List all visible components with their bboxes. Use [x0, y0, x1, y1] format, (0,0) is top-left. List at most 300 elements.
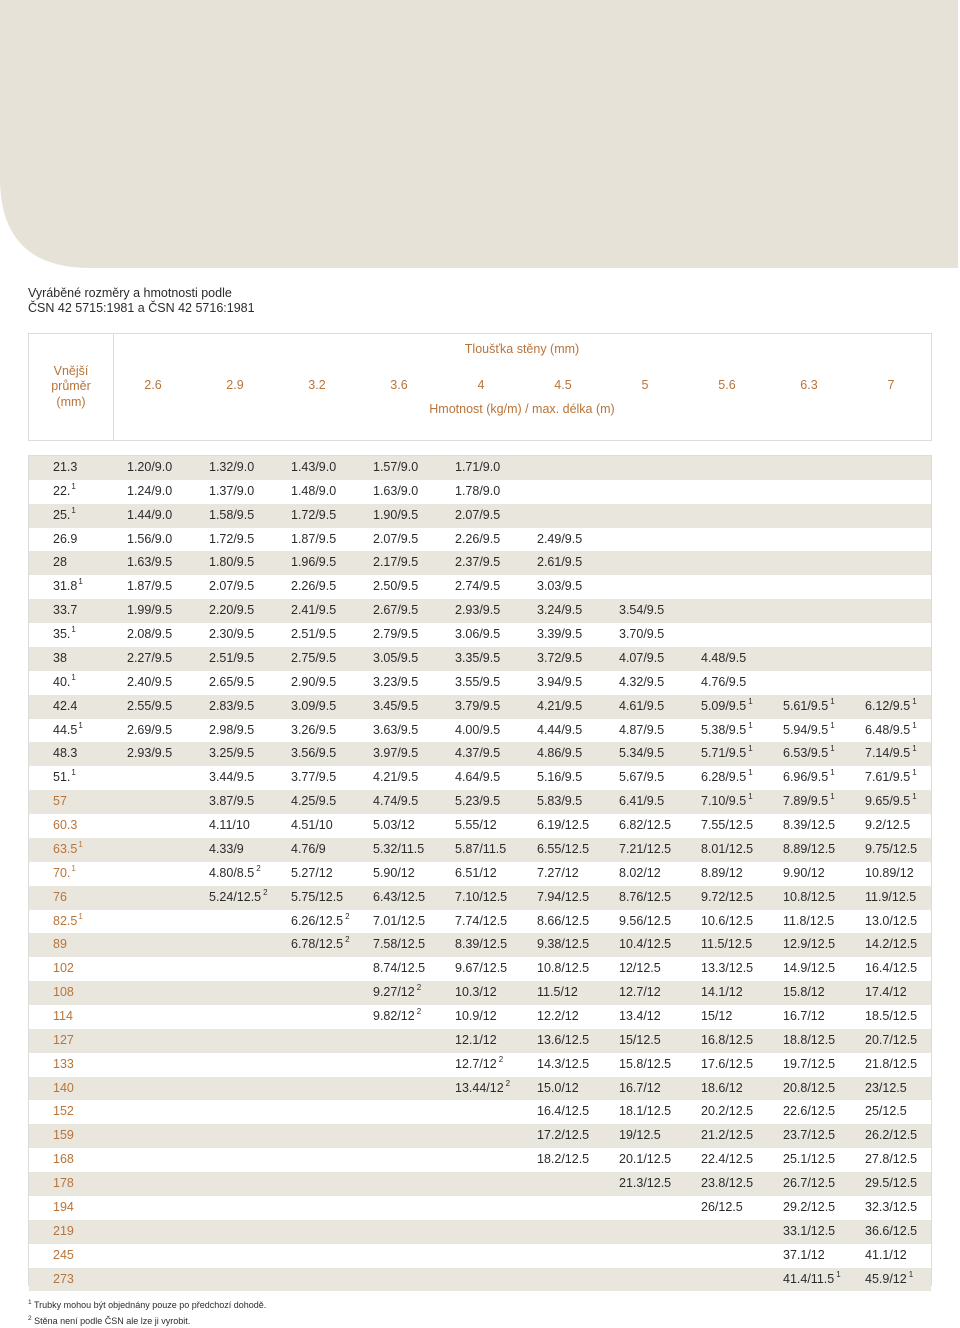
table-row — [29, 766, 931, 790]
weight-length-cell — [537, 886, 589, 910]
weight-length-cell — [127, 480, 172, 504]
weight-length-value: 5.23/9.5 — [455, 794, 501, 809]
footnote-mark: 1 — [830, 720, 835, 730]
weight-length-cell — [127, 551, 172, 575]
diameter-label-3: (mm) — [56, 394, 86, 409]
outer-diameter-value: 26.9 — [53, 531, 78, 546]
weight-length-cell — [783, 1220, 835, 1244]
outer-diameter-cell — [53, 599, 123, 623]
weight-length-value: 17.2/12.5 — [537, 1128, 590, 1143]
weight-length-cell — [291, 551, 336, 575]
weight-length-value: 2.20/9.5 — [209, 603, 255, 618]
outer-diameter-cell — [53, 1053, 123, 1077]
weight-length-cell — [537, 1029, 589, 1053]
weight-length-cell — [619, 599, 664, 623]
weight-length-cell — [291, 766, 336, 790]
weight-length-cell — [783, 1029, 835, 1053]
weight-length-cell — [701, 671, 746, 695]
outer-diameter-value: 42.4 — [53, 698, 78, 713]
table-row — [29, 838, 931, 862]
weight-length-value: 3.72/9.5 — [537, 650, 583, 665]
weight-length-cell — [455, 766, 500, 790]
outer-diameter-value: 178 — [53, 1176, 74, 1191]
weight-length-cell — [783, 719, 835, 743]
weight-length-cell — [209, 480, 254, 504]
weight-length-value: 3.24/9.5 — [537, 603, 583, 618]
weight-length-value: 12.7/12 — [455, 1056, 497, 1071]
weight-length-cell — [619, 790, 664, 814]
weight-length-cell — [783, 1244, 825, 1268]
weight-length-value: 12.7/12 — [619, 985, 661, 1000]
weight-length-value: 14.9/12.5 — [783, 961, 836, 976]
weight-length-cell — [373, 504, 418, 528]
weight-length-cell — [619, 1172, 671, 1196]
weight-length-value: 4.11/10 — [209, 818, 250, 833]
weight-length-cell — [291, 695, 336, 719]
weight-length-cell — [537, 551, 582, 575]
weight-length-value: 9.56/12.5 — [619, 913, 672, 928]
weight-length-value: 2.50/9.5 — [373, 579, 419, 594]
weight-length-value: 5.61/9.5 — [783, 698, 829, 713]
outer-diameter-value: 51. — [53, 770, 71, 785]
table-row — [29, 1220, 931, 1244]
weight-length-cell — [373, 910, 425, 934]
weight-length-cell — [291, 862, 333, 886]
weight-length-value: 29.5/12.5 — [865, 1176, 918, 1191]
weight-length-value: 2.61/9.5 — [537, 555, 583, 570]
footnote-2-mark: 2 — [28, 1315, 32, 1322]
table-row — [29, 790, 931, 814]
outer-diameter-cell — [53, 838, 123, 862]
weight-length-cell — [209, 886, 268, 910]
weight-length-cell — [619, 695, 664, 719]
weight-length-value: 5.67/9.5 — [619, 770, 665, 785]
weight-length-value: 2.93/9.5 — [127, 746, 173, 761]
footnote-mark: 1 — [78, 839, 83, 849]
weight-length-value: 10.4/12.5 — [619, 937, 672, 952]
weight-length-cell — [291, 456, 336, 480]
weight-length-value: 1.87/9.5 — [291, 531, 337, 546]
footnote-mark: 2 — [345, 911, 350, 921]
weight-length-value: 6.78/12.5 — [291, 937, 344, 952]
weight-length-value: 4.48/9.5 — [701, 650, 747, 665]
weight-length-value: 7.14/9.5 — [865, 746, 911, 761]
table-row — [29, 1077, 931, 1101]
weight-length-value: 9.82/12 — [373, 1009, 415, 1023]
outer-diameter-cell — [53, 719, 123, 743]
weight-length-cell — [701, 1172, 753, 1196]
weight-length-cell — [537, 1100, 589, 1124]
table-row — [29, 504, 931, 528]
weight-length-cell — [373, 814, 415, 838]
weight-length-cell — [783, 862, 825, 886]
outer-diameter-value: 133 — [53, 1056, 74, 1071]
weight-length-cell — [373, 1005, 421, 1029]
footnote-mark: 1 — [912, 744, 917, 754]
table-row — [29, 862, 931, 886]
outer-diameter-value: 127 — [53, 1032, 74, 1047]
footnote-mark: 2 — [263, 887, 268, 897]
weight-length-cell — [865, 719, 917, 743]
weight-length-cell — [373, 719, 418, 743]
weight-length-value: 10.8/12.5 — [537, 961, 590, 976]
weight-length-cell — [291, 886, 343, 910]
outer-diameter-value: 152 — [53, 1104, 74, 1119]
weight-length-cell — [127, 456, 172, 480]
weight-length-cell — [209, 575, 254, 599]
footnote-mark: 2 — [416, 1007, 422, 1016]
weight-length-value: 6.48/9.5 — [865, 722, 911, 737]
table-row — [29, 719, 931, 743]
weight-length-value: 3.39/9.5 — [537, 627, 583, 642]
outer-diameter-value: 25. — [53, 507, 71, 522]
thickness-col-10: 7 — [887, 378, 895, 392]
outer-diameter-value: 159 — [53, 1128, 74, 1143]
weight-length-cell — [455, 1029, 497, 1053]
weight-length-cell — [701, 910, 753, 934]
weight-length-value: 8.89/12.5 — [783, 841, 836, 856]
footnote-mark: 1 — [71, 481, 76, 491]
weight-length-value: 13.0/12.5 — [865, 913, 918, 928]
weight-length-cell — [455, 480, 500, 504]
outer-diameter-cell — [53, 480, 123, 504]
weight-length-cell — [291, 933, 350, 957]
footnote-mark: 1 — [71, 863, 76, 873]
outer-diameter-cell — [53, 766, 123, 790]
weight-length-value: 4.33/9 — [209, 841, 244, 856]
weight-length-value: 3.05/9.5 — [373, 650, 419, 665]
thickness-col-9: 6.3 — [800, 378, 818, 392]
outer-diameter-cell — [53, 551, 123, 575]
weight-length-value: 7.94/12.5 — [537, 889, 590, 904]
outer-diameter-value: 60.3 — [53, 818, 78, 833]
weight-length-value: 7.10/12.5 — [455, 889, 508, 904]
weight-length-value: 10.89/12 — [865, 865, 914, 880]
weight-length-value: 2.37/9.5 — [455, 555, 501, 570]
weight-length-cell — [537, 623, 582, 647]
table-header — [28, 333, 932, 441]
weight-length-value: 12.1/12 — [455, 1032, 497, 1047]
weight-length-value: 8.01/12.5 — [701, 841, 754, 856]
weight-length-cell — [209, 551, 254, 575]
footnote-2 — [28, 1312, 266, 1328]
weight-length-value: 15.0/12 — [537, 1080, 579, 1095]
footnote-mark: 1 — [908, 1269, 914, 1279]
weight-length-value: 13.44/12 — [455, 1080, 504, 1095]
weight-length-value: 9.67/12.5 — [455, 961, 508, 976]
weight-length-cell — [865, 790, 917, 814]
outer-diameter-value: 76 — [53, 889, 67, 904]
weight-length-cell — [455, 1005, 497, 1029]
weight-length-cell — [455, 719, 500, 743]
weight-length-value: 7.27/12 — [537, 865, 579, 880]
weight-length-value: 2.69/9.5 — [127, 722, 173, 737]
weight-length-value: 6.43/12.5 — [373, 889, 426, 904]
weight-length-value: 1.90/9.5 — [373, 507, 419, 522]
weight-length-value: 4.00/9.5 — [455, 722, 501, 737]
outer-diameter-cell — [53, 1172, 123, 1196]
weight-label: Hmotnost (kg/m) / max. délka (m) — [429, 402, 615, 416]
weight-length-cell — [701, 742, 753, 766]
weight-length-cell — [455, 1077, 510, 1101]
weight-length-cell — [373, 456, 418, 480]
weight-length-cell — [373, 981, 421, 1005]
footnote-mark: 1 — [912, 792, 917, 802]
weight-length-cell — [537, 695, 582, 719]
weight-length-cell — [455, 838, 506, 862]
footnote-mark: 2 — [345, 935, 350, 945]
weight-length-cell — [373, 480, 418, 504]
weight-length-cell — [537, 1005, 579, 1029]
weight-length-value: 20.2/12.5 — [701, 1104, 754, 1119]
weight-length-value: 41.4/11.5 — [783, 1271, 835, 1286]
weight-length-value: 1.80/9.5 — [209, 555, 255, 570]
weight-length-cell — [865, 862, 914, 886]
outer-diameter-value: 31.8 — [53, 579, 78, 594]
weight-length-cell — [537, 575, 582, 599]
outer-diameter-cell — [53, 575, 123, 599]
weight-length-cell — [865, 814, 910, 838]
weight-length-value: 5.24/12.5 — [209, 889, 262, 904]
weight-length-value: 8.74/12.5 — [373, 961, 426, 976]
weight-length-value: 37.1/12 — [783, 1247, 825, 1262]
weight-length-cell — [783, 1268, 841, 1292]
weight-length-value: 9.38/12.5 — [537, 937, 590, 952]
weight-length-value: 5.94/9.5 — [783, 722, 829, 737]
weight-length-cell — [701, 862, 743, 886]
weight-length-cell — [127, 719, 172, 743]
weight-length-cell — [701, 886, 753, 910]
weight-length-value: 29.2/12.5 — [783, 1199, 836, 1214]
weight-length-cell — [455, 695, 500, 719]
outer-diameter-value: 35. — [53, 627, 71, 642]
weight-length-cell — [701, 790, 753, 814]
weight-length-value: 21.2/12.5 — [701, 1128, 754, 1143]
weight-length-cell — [783, 742, 835, 766]
weight-length-cell — [291, 504, 336, 528]
weight-length-cell — [619, 623, 664, 647]
weight-length-cell — [537, 981, 578, 1005]
weight-length-cell — [865, 1244, 907, 1268]
weight-length-value: 7.01/12.5 — [373, 913, 426, 928]
weight-length-value: 2.26/9.5 — [455, 531, 501, 546]
weight-length-cell — [619, 1029, 661, 1053]
weight-length-cell — [701, 695, 753, 719]
weight-length-value: 45.9/12 — [865, 1271, 907, 1286]
weight-length-cell — [783, 1148, 835, 1172]
weight-length-value: 2.83/9.5 — [209, 698, 255, 713]
outer-diameter-cell — [53, 456, 123, 480]
weight-length-cell — [127, 671, 172, 695]
weight-length-value: 4.76/9.5 — [701, 674, 747, 689]
weight-length-value: 16.4/12.5 — [537, 1104, 590, 1119]
outer-diameter-cell — [53, 886, 123, 910]
table-row — [29, 647, 931, 671]
weight-length-value: 11.5/12.5 — [701, 937, 753, 952]
outer-diameter-value: 63.5 — [53, 841, 78, 856]
outer-diameter-value: 89 — [53, 937, 67, 952]
weight-length-cell — [701, 957, 753, 981]
weight-length-value: 22.6/12.5 — [783, 1104, 836, 1119]
weight-length-cell — [783, 981, 825, 1005]
outer-diameter-value: 44.5 — [53, 722, 78, 737]
weight-length-value: 19/12.5 — [619, 1128, 661, 1143]
weight-length-value: 17.6/12.5 — [701, 1056, 754, 1071]
weight-length-cell — [455, 862, 497, 886]
weight-length-cell — [783, 886, 835, 910]
weight-length-value: 1.99/9.5 — [127, 603, 173, 618]
weight-length-cell — [865, 1148, 917, 1172]
weight-length-value: 6.28/9.5 — [701, 770, 747, 785]
weight-length-cell — [209, 647, 254, 671]
weight-length-value: 2.08/9.5 — [127, 627, 173, 642]
weight-length-value: 5.03/12 — [373, 818, 415, 833]
weight-length-cell — [455, 910, 507, 934]
weight-length-value: 3.55/9.5 — [455, 674, 501, 689]
weight-length-cell — [455, 886, 507, 910]
outer-diameter-cell — [53, 790, 123, 814]
outer-diameter-value: 22. — [53, 483, 71, 498]
weight-length-cell — [209, 719, 254, 743]
weight-length-cell — [619, 719, 664, 743]
outer-diameter-cell — [53, 623, 123, 647]
weight-length-cell — [127, 504, 172, 528]
weight-length-cell — [455, 671, 500, 695]
outer-diameter-value: 273 — [53, 1271, 74, 1286]
weight-length-cell — [373, 790, 418, 814]
weight-length-value: 14.1/12 — [701, 985, 743, 1000]
weight-length-value: 1.20/9.0 — [127, 460, 173, 474]
weight-length-value: 6.41/9.5 — [619, 794, 665, 809]
weight-length-cell — [865, 1005, 917, 1029]
table-row — [29, 1053, 931, 1077]
weight-length-value: 2.67/9.5 — [373, 603, 419, 618]
weight-length-value: 10.6/12.5 — [701, 913, 754, 928]
weight-length-cell — [619, 1053, 671, 1077]
table-row — [29, 981, 931, 1005]
weight-length-value: 3.45/9.5 — [373, 698, 419, 713]
weight-length-value: 8.76/12.5 — [619, 889, 672, 904]
weight-length-cell — [865, 1124, 917, 1148]
weight-length-cell — [291, 647, 336, 671]
weight-length-value: 9.72/12.5 — [701, 889, 754, 904]
weight-length-value: 20.1/12.5 — [619, 1152, 672, 1167]
weight-length-value: 25.1/12.5 — [783, 1152, 836, 1167]
weight-length-value: 11.8/12.5 — [783, 913, 835, 928]
weight-length-value: 1.48/9.0 — [291, 483, 337, 498]
weight-length-value: 1.63/9.0 — [373, 483, 419, 498]
weight-length-value: 4.87/9.5 — [619, 722, 665, 737]
weight-length-value: 18.2/12.5 — [537, 1152, 590, 1167]
weight-length-cell — [455, 647, 500, 671]
weight-length-cell — [537, 766, 582, 790]
weight-length-cell — [373, 886, 425, 910]
weight-length-cell — [127, 575, 172, 599]
weight-length-cell — [127, 623, 172, 647]
table-row — [29, 957, 931, 981]
weight-length-value: 21.3/12.5 — [619, 1176, 672, 1191]
weight-length-cell — [373, 695, 418, 719]
weight-length-value: 3.70/9.5 — [619, 627, 665, 642]
outer-diameter-cell — [53, 1029, 123, 1053]
weight-length-value: 7.74/12.5 — [455, 913, 508, 928]
weight-length-cell — [701, 933, 752, 957]
weight-length-value: 3.25/9.5 — [209, 746, 255, 761]
outer-diameter-value: 108 — [53, 985, 74, 1000]
weight-length-cell — [537, 647, 582, 671]
table-row — [29, 886, 931, 910]
weight-length-value: 5.87/11.5 — [455, 841, 507, 856]
thickness-col-8: 5.6 — [718, 378, 736, 392]
weight-length-value: 23.8/12.5 — [701, 1176, 754, 1191]
weight-length-cell — [619, 1005, 661, 1029]
weight-length-value: 22.4/12.5 — [701, 1152, 754, 1167]
weight-length-value: 9.75/12.5 — [865, 841, 918, 856]
outer-diameter-cell — [53, 1148, 123, 1172]
table-row — [29, 575, 931, 599]
weight-length-value: 5.38/9.5 — [701, 722, 747, 737]
table-row — [29, 1196, 931, 1220]
weight-length-value: 3.77/9.5 — [291, 770, 337, 785]
weight-length-cell — [783, 1053, 835, 1077]
weight-length-cell — [373, 742, 418, 766]
weight-length-cell — [455, 551, 500, 575]
weight-length-value: 1.56/9.0 — [127, 531, 173, 546]
weight-length-value: 2.65/9.5 — [209, 674, 255, 689]
weight-length-value: 4.37/9.5 — [455, 746, 501, 761]
weight-length-value: 3.06/9.5 — [455, 627, 501, 642]
weight-length-cell — [455, 456, 500, 480]
footnote-1 — [28, 1296, 266, 1312]
weight-length-value: 5.71/9.5 — [701, 746, 747, 761]
weight-length-value: 4.64/9.5 — [455, 770, 501, 785]
weight-length-cell — [373, 575, 418, 599]
table-row — [29, 814, 931, 838]
weight-length-value: 16.7/12 — [783, 1009, 825, 1023]
weight-length-cell — [701, 719, 753, 743]
weight-length-cell — [619, 647, 664, 671]
weight-length-cell — [865, 766, 917, 790]
weight-length-cell — [865, 933, 917, 957]
weight-length-cell — [865, 1077, 907, 1101]
thickness-col-3: 3.2 — [308, 378, 326, 392]
outer-diameter-value: 21.3 — [53, 460, 78, 474]
outer-diameter-cell — [53, 1268, 123, 1292]
table-row — [29, 599, 931, 623]
weight-length-value: 5.75/12.5 — [291, 889, 344, 904]
outer-diameter-value: 102 — [53, 961, 74, 976]
weight-length-value: 1.43/9.0 — [291, 460, 337, 474]
footnote-mark: 1 — [830, 792, 835, 802]
weight-length-value: 8.39/12.5 — [783, 818, 836, 833]
outer-diameter-cell — [53, 671, 123, 695]
weight-length-cell — [373, 623, 418, 647]
weight-length-value: 4.80/8.5 — [209, 865, 255, 880]
weight-length-cell — [783, 957, 835, 981]
footnote-mark: 2 — [505, 1078, 511, 1088]
weight-length-cell — [701, 1005, 732, 1029]
weight-length-cell — [865, 1100, 907, 1124]
weight-length-value: 8.39/12.5 — [455, 937, 508, 952]
weight-length-cell — [291, 719, 336, 743]
weight-length-value: 23/12.5 — [865, 1080, 907, 1095]
weight-length-cell — [291, 528, 336, 552]
weight-length-value: 3.79/9.5 — [455, 698, 501, 713]
weight-length-cell — [127, 599, 172, 623]
weight-length-cell — [701, 1148, 753, 1172]
weight-length-value: 2.90/9.5 — [291, 674, 337, 689]
weight-length-value: 26/12.5 — [701, 1199, 743, 1214]
